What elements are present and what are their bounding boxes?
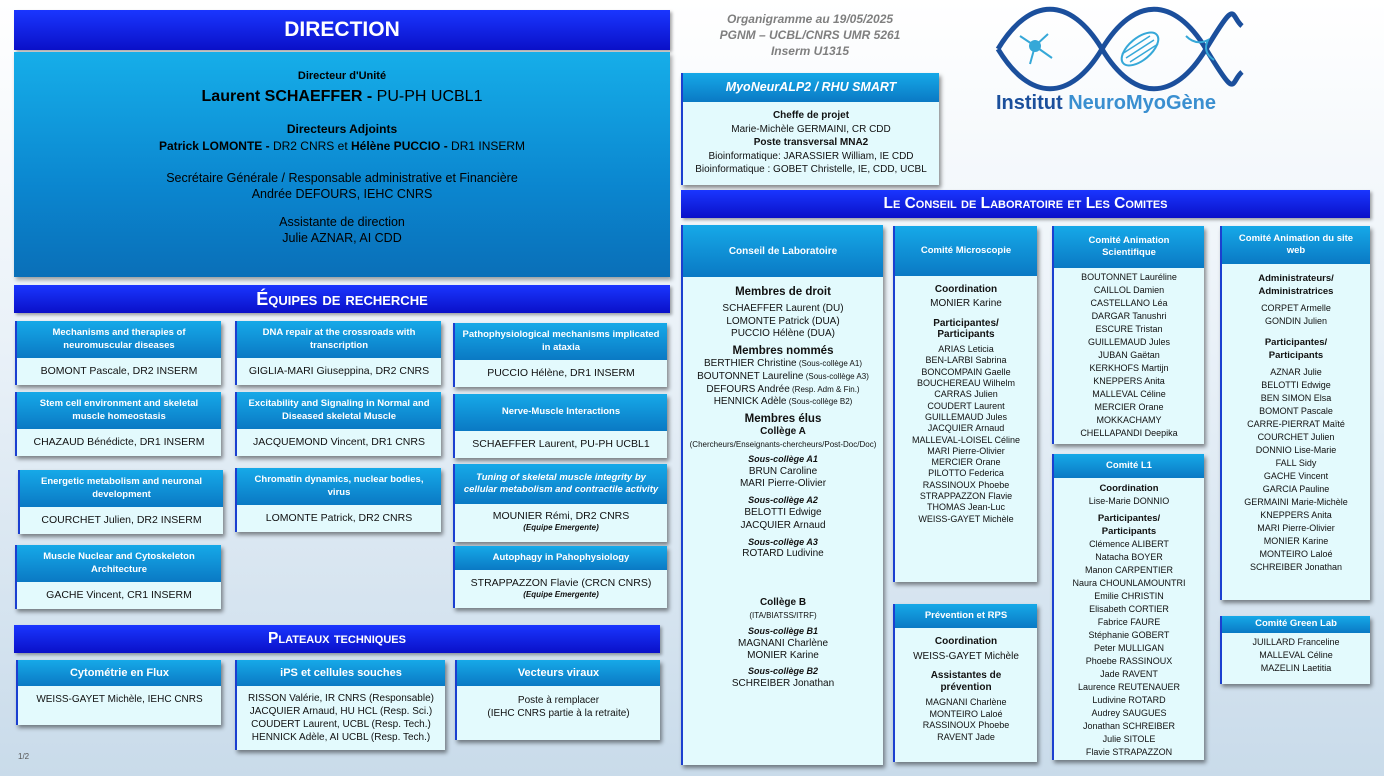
web-member: GERMAINI Marie-Michèle (1244, 497, 1348, 507)
team-title: DNA repair at the crossroads with transcription (237, 321, 441, 358)
page-number: 1/2 (18, 752, 30, 761)
assistant-name: Julie AZNAR, AI CDD (282, 231, 402, 245)
team-note: (Equipe Emergente) (523, 523, 599, 532)
animation-sci-member: MOKKACHAMY (1096, 415, 1162, 425)
animation-sci-member: GUILLEMAUD Jules (1087, 337, 1171, 347)
web-part-label: Participantes/ Participants (1264, 337, 1328, 361)
plateau-line: WEISS-GAYET Michèle, IEHC CNRS (36, 694, 203, 705)
plateau-body (457, 686, 660, 720)
plateau-line: (IEHC CNRS partie à la retraite) (487, 708, 630, 719)
l1-member: Ludivine ROTARD (1092, 695, 1166, 705)
deputy1-name: Patrick LOMONTE - (158, 139, 273, 153)
l1-member: Clémence ALIBERT (1089, 539, 1169, 549)
animation-sci-member: KERKHOFS Martijn (1089, 363, 1169, 373)
l1-member: Fabrice FAURE (1097, 617, 1161, 627)
prevention-assist-label: Assistantes de prévention (930, 670, 1002, 693)
l1-member: Stéphanie GOBERT (1088, 630, 1170, 640)
team-card (453, 323, 667, 387)
b1-member: MONIER Karine (747, 650, 819, 662)
a2-member: JACQUIER Arnaud (740, 519, 826, 531)
logo-institut: Institut (996, 92, 1069, 114)
droit-member: SCHAEFFER Laurent (DU) (722, 302, 844, 314)
b2-member: SCHREIBER Jonathan (731, 677, 835, 689)
team-card (453, 464, 667, 542)
deputies-line (14, 139, 670, 153)
microscopie-member: STRAPPAZZON Flavie (919, 491, 1013, 502)
animation-sci-member: CHELLAPANDI Deepika (1080, 428, 1178, 438)
deputies-label: Directeurs Adjoints (286, 122, 398, 136)
team-note: (Equipe Emergente) (523, 590, 599, 599)
a3-label: Sous-collège A3 (748, 536, 818, 547)
animation-sci-member: DARGAR Tanushri (1091, 311, 1167, 321)
a3-member: ROTARD Ludivine (742, 548, 824, 560)
droit-member: LOMONTE Patrick (DUA) (726, 315, 840, 327)
green-body (1222, 633, 1370, 675)
web-member: MONIER Karine (1263, 536, 1329, 546)
myoneur-line: Poste transversal MNA2 (753, 137, 869, 148)
animation-sci-header: Comité Animation Scientifique (1054, 226, 1204, 268)
l1-member: Elisabeth CORTIER (1089, 604, 1169, 614)
web-member: MONTEIRO Laloé (1259, 549, 1333, 559)
animation-sci-member: CASTELLANO Léa (1090, 298, 1168, 308)
plateau-card (455, 660, 660, 740)
myoneur-header (683, 73, 939, 102)
l1-coord-label: Coordination (1099, 483, 1159, 494)
team-leader-block (455, 570, 667, 601)
l1-header: Comité L1 (1054, 454, 1204, 478)
team-leader: BOMONT Pascale, DR2 INSERM (40, 365, 198, 377)
team-title: Nerve-Muscle Interactions (455, 394, 667, 431)
microscopie-member: CARRAS Julien (934, 389, 998, 400)
plateau-line: JACQUIER Arnaud, HU HCL (Resp. Sci.) (249, 706, 433, 717)
collegeB-desc: (ITA/BIATSS/ITRF) (749, 610, 817, 620)
prevention-coord-label: Coordination (934, 636, 998, 647)
myoneur-title: MyoNeurALP2 / RHU SMART (725, 80, 897, 95)
header-inserm: Inserm U1315 (770, 44, 850, 58)
team-card (235, 392, 441, 456)
microscopie-member: MALLEVAL-LOISEL Céline (911, 434, 1021, 445)
team-title: Excitability and Signaling in Normal and Diseased skeletal Muscle (237, 392, 441, 429)
plateau-line: COUDERT Laurent, UCBL (Resp. Tech.) (251, 719, 431, 730)
web-member: KNEPPERS Anita (1260, 510, 1332, 520)
team-card (453, 394, 667, 458)
plateau-body (237, 686, 445, 744)
microscopie-part-label: Participantes/ Participants (933, 317, 999, 340)
l1-member: Naura CHOUNLAMOUNTRI (1072, 578, 1186, 588)
a1-label: Sous-collège A1 (748, 453, 818, 464)
web-member: BOMONT Pascale (1259, 406, 1333, 416)
nommes-label: Membres nommés (732, 345, 834, 358)
collegeA-label: Collège A (760, 425, 806, 437)
web-member: BEN SIMON Elsa (1260, 393, 1332, 403)
web-member: CARRE-PIERRAT Maïté (1247, 419, 1345, 429)
director-position: PU-PH UCBL1 (376, 88, 483, 105)
web-admin: CORPET Armelle (1261, 303, 1331, 313)
logo-text (996, 92, 1216, 115)
team-leader: GIGLIA-MARI Giuseppina, DR2 CNRS (248, 365, 430, 377)
team-title: Tuning of skeletal muscle integrity by cellular metabolism and contractile activity (455, 464, 667, 504)
prevention-header: Prévention et RPS (895, 604, 1037, 628)
plateau-card (16, 660, 221, 725)
director-name: Laurent SCHAEFFER - (201, 88, 377, 105)
equipes-title: Équipes de recherche (256, 288, 428, 309)
a2-label: Sous-collège A2 (748, 495, 818, 506)
microscopie-member: THOMAS Jean-Luc (926, 502, 1006, 513)
microscopie-member: RASSINOUX Phoebe (922, 479, 1010, 490)
plateau-body (18, 686, 221, 706)
microscopie-member: MARI Pierre-Olivier (927, 445, 1005, 456)
web-member: SCHREIBER Jonathan (1249, 562, 1343, 572)
conseil-header: Conseil de Laboratoire (683, 225, 883, 277)
animation-sci-body (1054, 268, 1204, 440)
team-card (18, 470, 223, 534)
microscopie-coord: MONIER Karine (930, 298, 1002, 310)
team-leader: COURCHET Julien, DR2 INSERM (41, 514, 202, 526)
l1-member: Julie SITOLE (1102, 734, 1156, 744)
nommes-member: BERTHIER Christine (Sous-collège A1) (704, 357, 862, 369)
plateaux-title-bar (14, 625, 660, 653)
a1-member: MARI Pierre-Olivier (739, 478, 827, 490)
team-title: Stem cell environment and skeletal muscle homeostasis (17, 392, 221, 429)
prevention-member: MONTEIRO Laloé (929, 708, 1003, 719)
prevention-coord: WEISS-GAYET Michèle (913, 650, 1019, 662)
microscopie-body (895, 276, 1037, 525)
assistant-label: Assistante de direction (279, 215, 405, 229)
director-line (14, 88, 670, 106)
deputy2-position: DR1 INSERM (451, 139, 526, 153)
plateau-title: Cytométrie en Flux (18, 660, 221, 686)
green-member: JUILLARD Franceline (1252, 637, 1340, 647)
team-leader: JACQUEMOND Vincent, DR1 CNRS (253, 436, 425, 448)
deputy1-position: DR2 CNRS (272, 139, 335, 153)
l1-member: Jonathan SCHREIBER (1082, 721, 1176, 731)
prevention-body (895, 628, 1037, 743)
b1-label: Sous-collège B1 (747, 625, 819, 636)
l1-card (1052, 454, 1204, 760)
green-card (1220, 616, 1370, 684)
logo (990, 6, 1250, 118)
myoneur-line: Bioinformatique: JARASSIER William, IE CDD (708, 150, 914, 162)
microscopie-member: COUDERT Laurent (927, 400, 1005, 411)
header-info (690, 11, 930, 59)
prevention-member: RASSINOUX Phoebe (922, 720, 1010, 730)
team-leader: LOMONTE Patrick, DR2 CNRS (265, 512, 413, 524)
green-member: MAZELIN Laetitia (1260, 663, 1332, 673)
plateau-title: Vecteurs viraux (457, 660, 660, 686)
green-member: MALLEVAL Céline (1259, 650, 1333, 660)
l1-member: Flavie STRAPAZZON (1085, 747, 1173, 757)
conseil-card (681, 225, 883, 765)
microscopie-member: BONCOMPAIN Gaelle (921, 366, 1011, 377)
nommes-member: DEFOURS Andrée (Resp. Adm & Fin.) (706, 383, 860, 395)
l1-coord: Lise-Marie DONNIO (1088, 496, 1170, 506)
web-admin: GONDIN Julien (1264, 316, 1327, 326)
l1-member: Manon CARPENTIER (1084, 565, 1174, 575)
conseil-title: Le Conseil de Laboratoire et Les Comites (883, 195, 1168, 212)
team-leader: STRAPPAZZON Flavie (CRCN CNRS) (470, 577, 652, 589)
droit-label: Membres de droit (735, 286, 831, 298)
l1-member: Laurence REUTENAUER (1077, 682, 1181, 692)
web-admin-label: Administrateurs/ Administratrices (1258, 273, 1334, 297)
web-member: FALL Sidy (1275, 458, 1317, 468)
team-card (453, 546, 667, 608)
l1-part-label: Participantes/ Participants (1097, 513, 1161, 537)
myoneur-card (681, 73, 939, 185)
team-title: Muscle Nuclear and Cytoskeleton Architecture (17, 545, 221, 582)
team-leader: SCHAEFFER Laurent, PU-PH UCBL1 (472, 438, 650, 450)
a1-member: BRUN Caroline (748, 465, 818, 477)
web-body (1222, 264, 1370, 574)
dna-helix-icon (990, 6, 1250, 92)
plateau-line: HENNICK Adèle, AI UCBL (Resp. Tech.) (251, 732, 431, 743)
green-header: Comité Green Lab (1222, 616, 1370, 633)
l1-member: Phoebe RASSINOUX (1085, 656, 1173, 666)
director-label: Directeur d'Unité (297, 70, 387, 82)
microscopie-member: BOUCHEREAU Wilhelm (916, 378, 1015, 389)
prevention-member: MAGNANI Charlène (925, 697, 1007, 707)
plateaux-title: Plateaux techniques (268, 630, 406, 647)
animation-sci-member: ESCURE Tristan (1095, 324, 1163, 334)
nommes-member: BOUTONNET Laureline (Sous-collège A3) (697, 370, 869, 382)
deputy2-name: Hélène PUCCIO - (351, 139, 452, 153)
web-header: Comité Animation du site web (1222, 226, 1370, 264)
direction-title: DIRECTION (284, 18, 400, 41)
microscopie-member: PILOTTO Federica (928, 468, 1004, 479)
team-card (15, 321, 221, 385)
l1-member: Emilie CHRISTIN (1094, 591, 1164, 601)
plateau-line: Poste à remplacer (517, 695, 600, 706)
animation-sci-member: CAILLOL Damien (1093, 285, 1165, 295)
header-date: Organigramme au 19/05/2025 (726, 12, 894, 26)
collegeA-desc: (Chercheurs/Enseignants-chercheurs/Post-Doc/Doc) (689, 439, 877, 449)
animation-sci-member: JUBAN Gaëtan (1098, 350, 1160, 360)
team-leader: GACHE Vincent, CR1 INSERM (46, 589, 192, 601)
plateau-line: RISSON Valérie, IR CNRS (Responsable) (248, 693, 434, 704)
myoneur-line: Marie-Michèle GERMAINI, CR CDD (731, 123, 891, 135)
header-unit: PGNM – UCBL/CNRS UMR 5261 (719, 28, 901, 42)
web-member: GARCIA Pauline (1262, 484, 1330, 494)
microscopie-member: ARIAS Leticia (938, 344, 994, 355)
microscopie-member: MERCIER Orane (931, 457, 1001, 468)
microscopie-member: WEISS-GAYET Michèle (918, 513, 1014, 524)
plateau-title: iPS et cellules souches (237, 660, 445, 686)
team-title: Mechanisms and therapies of neuromuscular diseases (17, 321, 221, 358)
microscopie-coord-label: Coordination (934, 284, 998, 295)
microscopie-member: BEN-LARBI Sabrina (925, 355, 1007, 366)
team-title: Chromatin dynamics, nuclear bodies, virus (237, 468, 441, 505)
prevention-member: RAVENT Jade (937, 731, 995, 742)
l1-member: Natacha BOYER (1095, 552, 1163, 562)
microscopie-card (893, 226, 1037, 582)
team-leader-block (455, 504, 667, 534)
web-member: GACHE Vincent (1263, 471, 1329, 481)
l1-member: Peter MULLIGAN (1093, 643, 1165, 653)
web-member: MARI Pierre-Olivier (1257, 523, 1335, 533)
sg-label: Secrétaire Générale / Responsable administrative et Financière (166, 171, 518, 185)
animation-sci-member: BOUTONNET Lauréline (1081, 272, 1177, 282)
web-member: BELOTTI Edwige (1261, 380, 1331, 390)
animation-sci-member: KNEPPERS Anita (1093, 376, 1165, 386)
team-leader: CHAZAUD Bénédicte, DR1 INSERM (33, 436, 205, 448)
microscopie-member: GUILLEMAUD Jules (924, 411, 1008, 422)
web-member: DONNIO Lise-Marie (1255, 445, 1337, 455)
microscopie-header: Comité Microscopie (895, 226, 1037, 276)
conseil-body (683, 277, 883, 691)
team-title: Autophagy in Pahophysiology (455, 546, 667, 570)
team-title: Energetic metabolism and neuronal development (20, 470, 223, 507)
team-card (235, 468, 441, 532)
animation-sci-member: MERCIER Orane (1094, 402, 1164, 412)
microscopie-member: JACQUIER Arnaud (927, 423, 1005, 434)
myoneur-line: Bioinformatique : GOBET Christelle, IE, CDD, UCBL (695, 164, 927, 175)
team-card (15, 392, 221, 456)
prevention-card (893, 604, 1037, 762)
web-member: AZNAR Julie (1270, 367, 1322, 377)
plateau-card (235, 660, 445, 750)
web-card (1220, 226, 1370, 600)
deputies-and: et (334, 139, 351, 153)
droit-member: PUCCIO Hélène (DUA) (731, 328, 835, 340)
team-leader: MOUNIER Rémi, DR2 CNRS (492, 510, 630, 522)
l1-body (1054, 478, 1204, 759)
team-card (235, 321, 441, 385)
equipes-title-bar (14, 285, 670, 313)
conseil-title-bar (681, 190, 1370, 218)
web-member: COURCHET Julien (1257, 432, 1335, 442)
direction-title-bar (14, 10, 670, 50)
team-title: Pathophysiological mechanisms implicated in ataxia (455, 323, 667, 360)
animation-sci-member: MALLEVAL Céline (1092, 389, 1166, 399)
b1-member: MAGNANI Charlène (737, 637, 829, 649)
nommes-member: HENNICK Adèle (Sous-collège B2) (713, 396, 853, 408)
collegeB-label: Collège B (759, 597, 807, 609)
myoneur-line: Cheffe de projet (772, 110, 850, 121)
animation-sci-card (1052, 226, 1204, 444)
b2-label: Sous-collège B2 (747, 666, 819, 677)
l1-member: Jade RAVENT (1100, 669, 1158, 679)
l1-member: Audrey SAUGUES (1091, 708, 1167, 718)
sg-name: Andrée DEFOURS, IEHC CNRS (251, 187, 433, 201)
elus-label: Membres élus (744, 413, 822, 426)
myoneur-body (683, 102, 939, 177)
team-card (15, 545, 221, 609)
team-leader: PUCCIO Hélène, DR1 INSERM (487, 367, 635, 379)
a2-member: BELOTTI Edwige (744, 506, 822, 518)
logo-brand: NeuroMyoGène (1068, 92, 1217, 114)
direction-panel (14, 52, 670, 277)
